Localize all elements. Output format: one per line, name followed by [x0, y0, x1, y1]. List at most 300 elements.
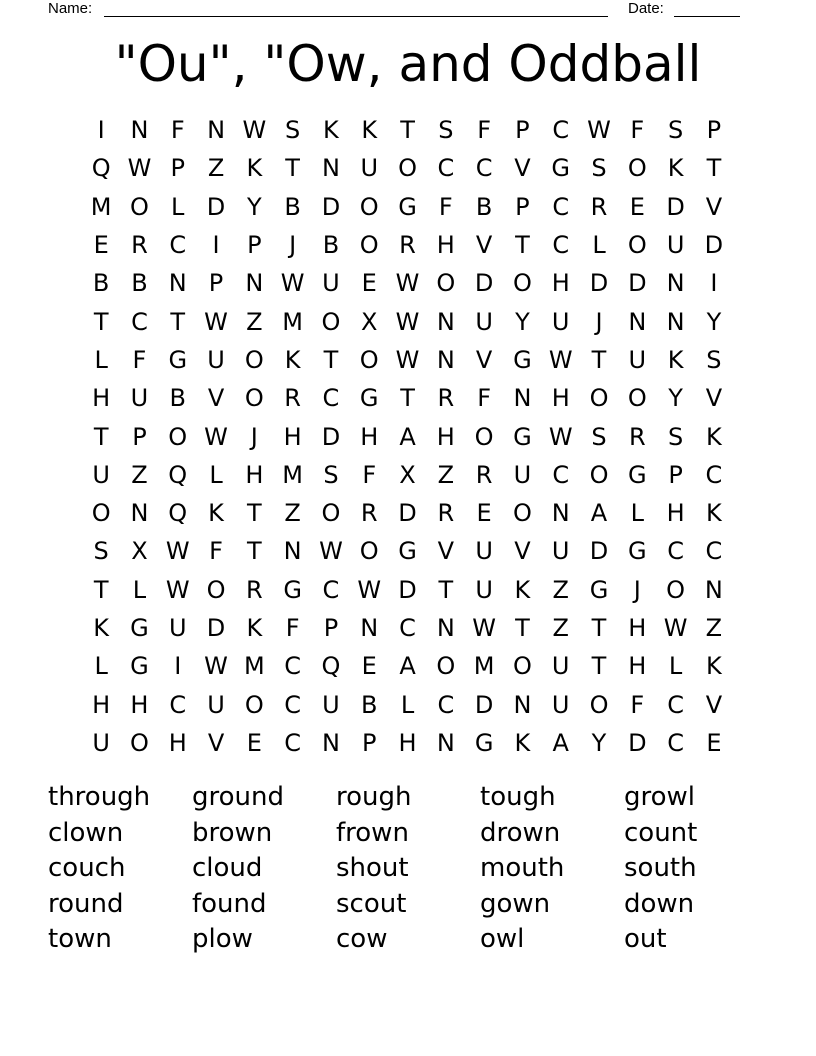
grid-letter[interactable]: O — [398, 154, 417, 183]
grid-letter[interactable]: H — [551, 384, 570, 413]
grid-letter[interactable]: U — [475, 575, 493, 604]
grid-letter[interactable]: L — [668, 652, 683, 681]
grid-letter[interactable]: C — [284, 728, 302, 757]
grid-letter[interactable]: W — [548, 422, 573, 451]
grid-letter[interactable]: O — [359, 345, 379, 374]
grid-letter[interactable]: P — [515, 192, 530, 221]
grid-letter[interactable]: V — [705, 192, 723, 221]
grid-letter[interactable]: I — [212, 231, 220, 260]
grid-letter[interactable]: Y — [668, 384, 683, 413]
grid-letter[interactable]: C — [437, 154, 455, 183]
grid-letter[interactable]: T — [285, 154, 300, 183]
grid-letter[interactable]: O — [512, 652, 532, 681]
grid-letter[interactable]: D — [321, 192, 341, 221]
grid-letter[interactable]: N — [666, 269, 685, 298]
grid-letter[interactable]: O — [321, 499, 341, 528]
grid-letter[interactable]: Q — [321, 652, 341, 681]
grid-letter[interactable]: S — [285, 116, 301, 145]
grid-letter[interactable]: R — [437, 499, 455, 528]
grid-letter[interactable]: H — [283, 422, 302, 451]
grid-letter[interactable]: U — [551, 537, 570, 566]
grid-letter[interactable]: O — [627, 231, 647, 260]
grid-letter[interactable]: O — [206, 575, 226, 604]
grid-letter[interactable]: V — [514, 154, 531, 183]
grid-letter[interactable]: H — [628, 614, 647, 642]
word-list-item: ground — [192, 782, 284, 812]
grid-letter[interactable]: R — [437, 384, 455, 413]
grid-letter[interactable]: D — [206, 614, 226, 642]
grid-letter[interactable]: R — [131, 231, 148, 260]
grid-letter[interactable]: W — [204, 307, 228, 336]
grid-letter[interactable]: I — [97, 116, 105, 145]
grid-letter[interactable]: M — [473, 652, 495, 681]
grid-letter[interactable]: P — [132, 422, 147, 451]
grid-letter[interactable]: K — [706, 652, 722, 681]
grid-letter[interactable]: C — [667, 728, 684, 757]
grid-letter[interactable]: D — [704, 231, 724, 260]
grid-letter[interactable]: A — [399, 422, 416, 451]
grid-letter[interactable]: P — [361, 728, 377, 757]
grid-letter[interactable]: Z — [437, 460, 455, 489]
grid-letter[interactable]: C — [705, 537, 723, 566]
grid-letter[interactable]: J — [633, 575, 641, 604]
grid-letter[interactable]: O — [436, 652, 456, 681]
grid-letter[interactable]: C — [322, 384, 340, 413]
grid-letter[interactable]: W — [587, 116, 611, 145]
grid-letter[interactable]: F — [477, 384, 492, 413]
grid-letter[interactable]: F — [285, 614, 300, 642]
grid-letter[interactable]: U — [207, 345, 225, 374]
grid-letter[interactable]: T — [93, 422, 109, 451]
grid-letter[interactable]: Z — [207, 154, 225, 183]
grid-letter[interactable]: V — [705, 690, 723, 719]
grid-letter[interactable]: H — [92, 384, 111, 413]
grid-letter[interactable]: H — [168, 728, 187, 757]
grid-letter[interactable]: D — [628, 269, 647, 298]
grid-letter[interactable]: T — [247, 537, 262, 566]
word-list-item: growl — [624, 782, 696, 812]
grid-letter[interactable]: B — [322, 231, 340, 260]
grid-letter[interactable]: Q — [168, 499, 188, 528]
grid-letter[interactable]: F — [209, 537, 223, 566]
grid-letter[interactable]: S — [323, 460, 339, 489]
grid-letter[interactable]: R — [475, 460, 493, 489]
grid-letter[interactable]: F — [630, 116, 645, 145]
grid-letter[interactable]: O — [474, 422, 494, 451]
grid-letter[interactable]: T — [515, 231, 530, 260]
date-blank-line[interactable] — [674, 16, 740, 17]
grid-letter[interactable]: R — [590, 192, 608, 221]
grid-letter[interactable]: O — [589, 690, 609, 719]
word-list — [48, 780, 768, 958]
grid-letter[interactable]: Y — [515, 307, 530, 336]
grid-letter[interactable]: G — [168, 345, 188, 374]
grid-letter[interactable]: G — [398, 192, 417, 221]
grid-letter[interactable]: D — [666, 192, 685, 221]
grid-letter[interactable]: G — [130, 652, 149, 681]
grid-letter[interactable]: H — [92, 690, 111, 719]
grid-letter[interactable]: Q — [168, 460, 188, 489]
grid-letter[interactable]: G — [551, 154, 571, 183]
grid-letter[interactable]: F — [170, 116, 185, 145]
grid-letter[interactable]: N — [130, 499, 149, 528]
grid-letter[interactable]: E — [93, 231, 109, 260]
grid-letter[interactable]: N — [321, 728, 340, 757]
grid-letter[interactable]: U — [322, 690, 340, 719]
grid-letter[interactable]: R — [284, 384, 301, 413]
grid-letter[interactable]: K — [514, 728, 531, 757]
grid-letter[interactable]: O — [244, 345, 264, 374]
grid-letter[interactable]: O — [359, 192, 379, 221]
grid-letter[interactable]: O — [512, 499, 532, 528]
grid-letter[interactable]: L — [400, 690, 415, 719]
grid-letter[interactable]: X — [361, 307, 378, 336]
grid-letter[interactable]: D — [321, 422, 341, 451]
grid-letter[interactable]: O — [130, 192, 149, 221]
grid-letter[interactable]: T — [400, 116, 415, 145]
grid-letter[interactable]: W — [280, 269, 305, 298]
grid-letter[interactable]: T — [706, 154, 722, 183]
grid-letter[interactable]: C — [284, 690, 302, 719]
grid-letter[interactable]: K — [246, 154, 263, 183]
grid-letter[interactable]: F — [477, 116, 492, 145]
grid-letter[interactable]: T — [438, 575, 454, 604]
word-list-item: cloud — [192, 853, 263, 884]
grid-letter[interactable]: E — [476, 499, 492, 528]
grid-letter[interactable]: Z — [552, 575, 569, 604]
grid-letter[interactable]: X — [399, 460, 416, 489]
grid-letter[interactable]: H — [436, 422, 455, 451]
grid-letter[interactable]: O — [359, 231, 379, 260]
grid-letter[interactable]: A — [590, 499, 608, 528]
name-blank-line[interactable] — [104, 16, 608, 17]
grid-letter[interactable]: C — [399, 614, 416, 642]
grid-letter[interactable]: U — [92, 460, 110, 489]
grid-letter[interactable]: N — [436, 614, 455, 642]
grid-letter[interactable]: K — [93, 614, 110, 642]
grid-letter[interactable]: K — [514, 575, 531, 604]
grid-letter[interactable]: C — [169, 231, 187, 260]
grid-letter[interactable]: H — [360, 422, 379, 451]
grid-letter[interactable]: N — [245, 269, 264, 298]
grid-letter[interactable]: G — [628, 460, 647, 489]
grid-letter[interactable]: O — [512, 269, 532, 298]
grid-letter[interactable]: C — [667, 690, 684, 719]
grid-letter[interactable]: G — [130, 614, 149, 642]
grid-letter[interactable]: K — [246, 614, 263, 642]
grid-letter[interactable]: B — [169, 384, 186, 413]
grid-letter[interactable]: P — [515, 116, 530, 145]
grid-letter[interactable]: L — [592, 231, 606, 260]
grid-letter[interactable]: W — [204, 652, 228, 681]
grid-letter[interactable]: U — [130, 384, 149, 413]
grid-letter[interactable]: B — [131, 269, 148, 298]
grid-letter[interactable]: R — [245, 575, 263, 604]
grid-letter[interactable]: B — [475, 192, 493, 221]
grid-letter[interactable]: N — [168, 269, 187, 298]
grid-letter[interactable]: S — [591, 154, 607, 183]
grid-letter[interactable]: B — [360, 690, 378, 719]
grid-letter[interactable]: W — [204, 422, 228, 451]
grid-letter[interactable]: K — [361, 116, 378, 145]
grid-letter[interactable]: X — [131, 537, 148, 566]
grid-letter[interactable]: N — [436, 345, 455, 374]
grid-letter[interactable]: K — [667, 345, 684, 374]
grid-letter[interactable]: G — [589, 575, 609, 604]
grid-letter[interactable]: O — [627, 154, 647, 183]
grid-letter[interactable]: L — [171, 192, 185, 221]
grid-letter[interactable]: P — [170, 154, 185, 183]
grid-letter[interactable]: W — [357, 575, 382, 604]
grid-letter[interactable]: U — [551, 307, 570, 336]
word-list-item: shout — [336, 853, 409, 884]
grid-letter[interactable]: N — [283, 537, 302, 566]
header-line — [0, 0, 816, 20]
word-list-item: drown — [480, 817, 561, 848]
grid-letter[interactable]: D — [589, 537, 609, 566]
grid-letter[interactable]: T — [170, 307, 186, 336]
grid-letter[interactable]: S — [706, 345, 722, 374]
grid-letter[interactable]: N — [436, 728, 455, 757]
grid-letter[interactable]: M — [282, 307, 303, 336]
grid-letter[interactable]: C — [475, 154, 493, 183]
grid-letter[interactable]: M — [243, 652, 265, 681]
grid-letter[interactable]: V — [475, 231, 493, 260]
grid-letter[interactable]: M — [282, 460, 303, 489]
grid-letter[interactable]: N — [628, 307, 647, 336]
grid-letter[interactable]: S — [667, 422, 684, 451]
grid-letter[interactable]: C — [667, 537, 684, 566]
grid-letter[interactable]: D — [628, 728, 647, 757]
grid-letter[interactable]: A — [399, 652, 416, 681]
grid-letter[interactable]: H — [628, 652, 647, 681]
grid-letter[interactable]: P — [668, 460, 683, 489]
grid-letter[interactable]: L — [630, 499, 644, 528]
grid-letter[interactable]: I — [174, 652, 182, 681]
grid-letter[interactable]: G — [628, 537, 647, 566]
grid-letter[interactable]: D — [474, 269, 494, 298]
grid-letter[interactable]: L — [132, 575, 147, 604]
grid-letter[interactable]: H — [436, 231, 455, 260]
grid-letter[interactable]: Y — [706, 307, 722, 336]
grid-letter[interactable]: I — [710, 269, 718, 298]
grid-letter[interactable]: U — [666, 231, 685, 260]
grid-letter[interactable]: L — [94, 652, 108, 681]
grid-letter[interactable]: P — [208, 269, 224, 298]
grid-letter[interactable]: E — [361, 652, 377, 681]
grid-letter[interactable]: U — [551, 652, 570, 681]
grid-letter[interactable]: T — [400, 384, 415, 413]
grid-letter[interactable]: S — [591, 422, 607, 451]
grid-letter[interactable]: W — [319, 537, 343, 566]
grid-letter[interactable]: G — [513, 422, 532, 451]
grid-letter[interactable]: O — [130, 728, 149, 757]
grid-letter[interactable]: R — [399, 231, 416, 260]
grid-letter[interactable]: U — [628, 345, 647, 374]
grid-letter[interactable]: E — [361, 269, 377, 298]
grid-letter[interactable]: O — [627, 384, 647, 413]
grid-letter[interactable]: C — [705, 460, 723, 489]
grid-letter[interactable]: E — [706, 728, 722, 757]
grid-letter[interactable]: L — [94, 345, 108, 374]
grid-letter[interactable]: H — [398, 728, 417, 757]
grid-letter[interactable]: W — [663, 614, 688, 642]
grid-letter[interactable]: O — [666, 575, 686, 604]
grid-letter[interactable]: K — [284, 345, 301, 374]
grid-letter[interactable]: F — [132, 345, 147, 374]
grid-letter[interactable]: Z — [131, 460, 148, 489]
grid-letter[interactable]: K — [667, 154, 684, 183]
grid-letter[interactable]: P — [323, 614, 339, 642]
grid-letter[interactable]: K — [706, 422, 722, 451]
grid-letter[interactable]: A — [552, 728, 569, 757]
grid-letter[interactable]: D — [206, 192, 226, 221]
grid-letter[interactable]: Z — [284, 499, 301, 528]
grid-letter[interactable]: F — [438, 192, 453, 221]
grid-letter[interactable]: W — [548, 345, 573, 374]
grid-letter[interactable]: H — [666, 499, 685, 528]
word-list-item: gown — [480, 888, 551, 919]
word-list-item: plow — [192, 924, 253, 955]
grid-letter[interactable]: V — [514, 537, 531, 566]
grid-letter[interactable]: T — [591, 345, 607, 374]
grid-letter[interactable]: K — [208, 499, 224, 528]
grid-letter[interactable]: Z — [552, 614, 569, 642]
grid-letter[interactable]: W — [395, 269, 420, 298]
grid-letter[interactable]: V — [705, 384, 723, 413]
grid-letter[interactable]: U — [207, 690, 225, 719]
grid-letter[interactable]: W — [395, 307, 420, 336]
grid-letter[interactable]: R — [628, 422, 646, 451]
grid-letter[interactable]: O — [321, 307, 341, 336]
grid-letter[interactable]: N — [551, 499, 570, 528]
grid-letter[interactable]: G — [398, 537, 417, 566]
grid-letter[interactable]: F — [362, 460, 377, 489]
grid-letter[interactable]: M — [90, 192, 112, 221]
grid-letter[interactable]: N — [704, 575, 723, 604]
grid-letter[interactable]: O — [168, 422, 188, 451]
grid-letter[interactable]: E — [246, 728, 262, 757]
grid-letter[interactable]: P — [247, 231, 262, 260]
grid-letter[interactable]: C — [437, 690, 455, 719]
grid-letter[interactable]: G — [474, 728, 494, 757]
grid-letter[interactable]: O — [436, 269, 456, 298]
grid-letter[interactable]: W — [242, 116, 267, 145]
grid-letter[interactable]: Y — [247, 192, 262, 221]
grid-letter[interactable]: C — [131, 307, 148, 336]
grid-letter[interactable]: T — [591, 652, 607, 681]
grid-letter[interactable]: N — [513, 690, 532, 719]
grid-letter[interactable]: N — [321, 154, 340, 183]
grid-letter[interactable]: U — [551, 690, 570, 719]
grid-letter[interactable]: Z — [246, 307, 263, 336]
grid-letter[interactable]: J — [250, 422, 258, 451]
grid-letter[interactable]: J — [595, 307, 603, 336]
grid-letter[interactable]: C — [169, 690, 187, 719]
grid-letter[interactable]: K — [323, 116, 339, 145]
grid-letter[interactable]: C — [552, 192, 570, 221]
grid-letter[interactable]: U — [322, 269, 340, 298]
grid-letter[interactable]: T — [93, 575, 109, 604]
grid-letter[interactable]: U — [168, 614, 187, 642]
grid-letter[interactable]: U — [92, 728, 110, 757]
grid-letter[interactable]: T — [93, 307, 109, 336]
grid-letter[interactable]: D — [589, 269, 609, 298]
grid-letter[interactable]: O — [589, 460, 609, 489]
grid-letter[interactable]: V — [207, 728, 225, 757]
grid-letter[interactable]: W — [127, 154, 152, 183]
grid-letter[interactable]: G — [283, 575, 302, 604]
grid-letter[interactable]: T — [247, 499, 262, 528]
grid-letter[interactable]: C — [322, 575, 340, 604]
grid-letter[interactable]: U — [360, 154, 379, 183]
grid-letter[interactable]: D — [398, 499, 417, 528]
grid-letter[interactable]: O — [244, 690, 264, 719]
grid-letter[interactable]: Y — [591, 728, 607, 757]
grid-letter[interactable]: T — [515, 614, 530, 642]
grid-letter[interactable]: S — [93, 537, 109, 566]
grid-letter[interactable]: C — [552, 231, 570, 260]
grid-letter[interactable]: W — [472, 614, 496, 642]
grid-letter[interactable]: U — [513, 460, 532, 489]
grid-letter[interactable]: N — [360, 614, 379, 642]
grid-letter[interactable]: N — [130, 116, 149, 145]
grid-letter[interactable]: H — [245, 460, 264, 489]
grid-letter[interactable]: O — [91, 499, 111, 528]
grid-letter[interactable]: E — [629, 192, 645, 221]
grid-letter[interactable]: Z — [705, 614, 723, 642]
grid-letter[interactable]: T — [323, 345, 339, 374]
grid-letter[interactable]: O — [244, 384, 264, 413]
grid-letter[interactable]: J — [289, 231, 297, 260]
grid-letter[interactable]: K — [706, 499, 722, 528]
grid-letter[interactable]: S — [438, 116, 454, 145]
grid-letter[interactable]: D — [474, 690, 494, 719]
grid-letter[interactable]: C — [552, 460, 570, 489]
grid-letter[interactable]: T — [591, 614, 607, 642]
grid-letter[interactable]: N — [436, 307, 455, 336]
grid-letter[interactable]: P — [706, 116, 722, 145]
grid-letter[interactable]: V — [475, 345, 493, 374]
grid-letter[interactable]: N — [207, 116, 226, 145]
grid-letter[interactable]: G — [513, 345, 532, 374]
grid-letter[interactable]: W — [395, 345, 420, 374]
grid-letter[interactable]: O — [359, 537, 379, 566]
grid-letter[interactable]: U — [475, 307, 493, 336]
grid-letter[interactable]: L — [209, 460, 223, 489]
grid-letter[interactable]: V — [207, 384, 225, 413]
grid-letter[interactable]: V — [437, 537, 455, 566]
grid-letter[interactable]: F — [630, 690, 645, 719]
grid-letter[interactable]: B — [92, 269, 110, 298]
grid-letter[interactable]: W — [165, 537, 190, 566]
grid-letter[interactable]: S — [667, 116, 684, 145]
grid-letter[interactable]: Q — [91, 154, 111, 183]
grid-letter[interactable]: U — [475, 537, 493, 566]
grid-letter[interactable]: B — [284, 192, 301, 221]
grid-letter[interactable]: C — [284, 652, 302, 681]
grid-letter[interactable]: O — [589, 384, 609, 413]
grid-letter[interactable]: H — [130, 690, 149, 719]
grid-letter[interactable]: H — [551, 269, 570, 298]
grid-letter[interactable]: D — [398, 575, 417, 604]
grid-letter[interactable]: N — [666, 307, 685, 336]
grid-letter[interactable]: R — [360, 499, 378, 528]
grid-letter[interactable]: G — [359, 384, 379, 413]
grid-letter[interactable]: C — [552, 116, 570, 145]
grid-letter[interactable]: N — [513, 384, 532, 413]
grid-letter[interactable]: W — [165, 575, 190, 604]
